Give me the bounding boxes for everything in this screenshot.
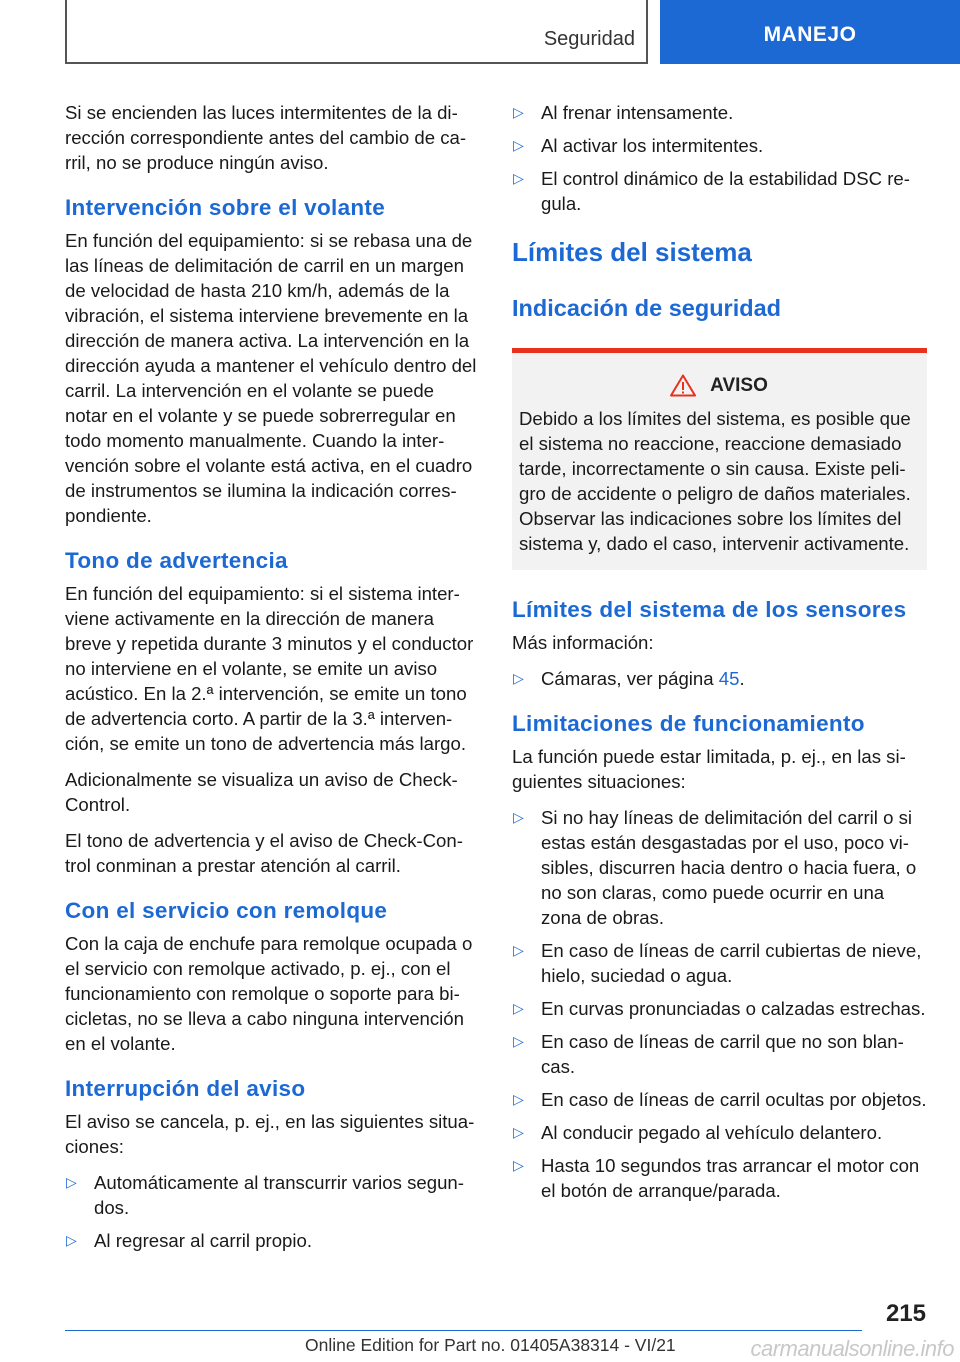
list-top: [512, 100, 927, 216]
heading-tono: Tono de advertencia: [65, 548, 288, 573]
list-item: ▷ En caso de líneas de carril ocultas por objetos.: [513, 1089, 927, 1110]
warning-triangle-icon: [670, 374, 696, 397]
heading-interrupcion: Interrupción del aviso: [65, 1076, 306, 1101]
triangle-bullet-icon: ▷: [513, 1033, 524, 1049]
warning-box: [512, 348, 927, 570]
list-item: ▷ En caso de líneas de carril que no son blancas.: [513, 1031, 904, 1077]
heading-sensores: Límites del sistema de los sensores: [512, 597, 907, 622]
watermark: carmanualsonline.info: [750, 1336, 954, 1361]
triangle-bullet-icon: ▷: [513, 104, 524, 120]
triangle-bullet-icon: ▷: [513, 942, 524, 958]
right-column: [512, 100, 927, 1213]
heading-limitaciones: Limitaciones de funcionamiento: [512, 711, 865, 736]
triangle-bullet-icon: ▷: [513, 809, 524, 825]
triangle-bullet-icon: ▷: [66, 1174, 77, 1190]
list-item: ▷ Al conducir pegado al vehículo delantero.: [513, 1122, 883, 1143]
list-item: ▷ En curvas pronunciadas o calzadas estrechas.: [513, 998, 926, 1019]
triangle-bullet-icon: ▷: [513, 170, 524, 186]
chapter-tab[interactable]: MANEJO: [660, 0, 960, 64]
footer-divider: [65, 1330, 862, 1331]
paragraph-limitaciones: La función puede estar limitada, p. ej., en las siguientes situaciones:: [512, 746, 906, 792]
triangle-bullet-icon: ▷: [513, 1124, 524, 1140]
list-item: ▷ Al activar los intermitentes.: [513, 135, 764, 156]
paragraph-remolque: Con la caja de enchufe para remolque ocupada o el servicio con remolque activado, p. ej., con el funcionamiento con remolque o soporte para bicicletas, no se lleva a cabo ninguna intervención en el volante.: [65, 933, 473, 1054]
left-column: [65, 100, 480, 1263]
heading-limites-sistema: Límites del sistema: [512, 237, 752, 267]
warning-text: Debido a los límites del sistema, es posible que el sistema no reaccione, reaccione demasiado tarde, incorrectamente o sin causa. Existe peligro de accidente o peligro de daños materiales. Observar las indicaciones sobre los límites del sistema y, dado el caso, intervenir activamente.: [519, 408, 911, 554]
list-item: ▷ Hasta 10 segundos tras arrancar el motor con el botón de arranque/parada.: [513, 1155, 920, 1201]
triangle-bullet-icon: ▷: [513, 1000, 524, 1016]
list-item: ▷ Cámaras, ver página 45.: [513, 668, 745, 689]
warning-title-text: AVISO: [710, 375, 768, 396]
list-item: ▷ Al regresar al carril propio.: [66, 1230, 313, 1251]
paragraph-tono-1: En función del equipamiento: si el sistema interviene activamente en la dirección de manera breve y repetida durante 3 minutos y el conductor no interviene en el volante, se emite un aviso acústico. En la 2.ª intervención, se emite un tono de advertencia corto. A partir de la 3.ª intervención, se emite un tono de advertencia más largo.: [65, 583, 474, 754]
triangle-bullet-icon: ▷: [513, 670, 524, 686]
list-limitaciones: [512, 805, 927, 1203]
header-section-title: Seguridad: [543, 28, 635, 50]
paragraph-sensores: Más información:: [512, 632, 654, 653]
page-number: 215: [885, 1300, 926, 1327]
triangle-bullet-icon: ▷: [513, 1157, 524, 1173]
list-item: ▷ Automáticamente al transcurrir varios segundos.: [66, 1172, 464, 1218]
paragraph-tono-3: El tono de advertencia y el aviso de Check-Control conminan a prestar atención al carril.: [65, 830, 463, 876]
heading-intervencion: Intervención sobre el volante: [65, 195, 386, 220]
triangle-bullet-icon: ▷: [513, 137, 524, 153]
list-item: ▷ En caso de líneas de carril cubiertas de nieve, hielo, suciedad o agua.: [513, 940, 922, 986]
footer-edition: Online Edition for Part no. 01405A38314 - VI/21: [305, 1335, 676, 1355]
list-item: ▷ El control dinámico de la estabilidad DSC regula.: [513, 168, 910, 214]
intro-paragraph: Si se encienden las luces intermitentes de la dirección correspondiente antes del cambio de carril, no se produce ningún aviso.: [65, 102, 467, 173]
warning-title: [519, 373, 919, 398]
page-link[interactable]: 45: [718, 668, 740, 689]
heading-remolque: Con el servicio con remolque: [65, 898, 388, 923]
list-sensores: [512, 666, 927, 691]
list-item: ▷ Si no hay líneas de delimitación del carril o si estas están desgastadas por el uso, poco visibles, discurren hacia dentro o hacia fuera, o no son claras, como puede ocurrir en una zona de obras.: [513, 807, 917, 928]
paragraph-intervencion: En función del equipamiento: si se rebasa una de las líneas de delimitación de carril en un margen de velocidad de hasta 210 km/h, además de la vibración, el sistema interviene brevemente en la dirección de manera activa. La intervención en la dirección ayuda a mantener el vehículo dentro del carril. La intervención en el volante se puede notar en el volante y se puede sobrerregular en todo momento manualmente. Cuando la intervención sobre el volante está activa, en el cuadro de instrumentos se ilumina la indicación correspondiente.: [65, 230, 477, 526]
triangle-bullet-icon: ▷: [66, 1232, 77, 1248]
heading-indicacion-seguridad: Indicación de seguridad: [512, 295, 781, 321]
paragraph-tono-2: Adicionalmente se visualiza un aviso de Check-Control.: [65, 769, 458, 815]
triangle-bullet-icon: ▷: [513, 1091, 524, 1107]
list-interrupcion: [65, 1170, 480, 1253]
paragraph-interrupcion: El aviso se cancela, p. ej., en las siguientes situaciones:: [65, 1111, 475, 1157]
list-item: ▷ Al frenar intensamente.: [513, 102, 734, 123]
